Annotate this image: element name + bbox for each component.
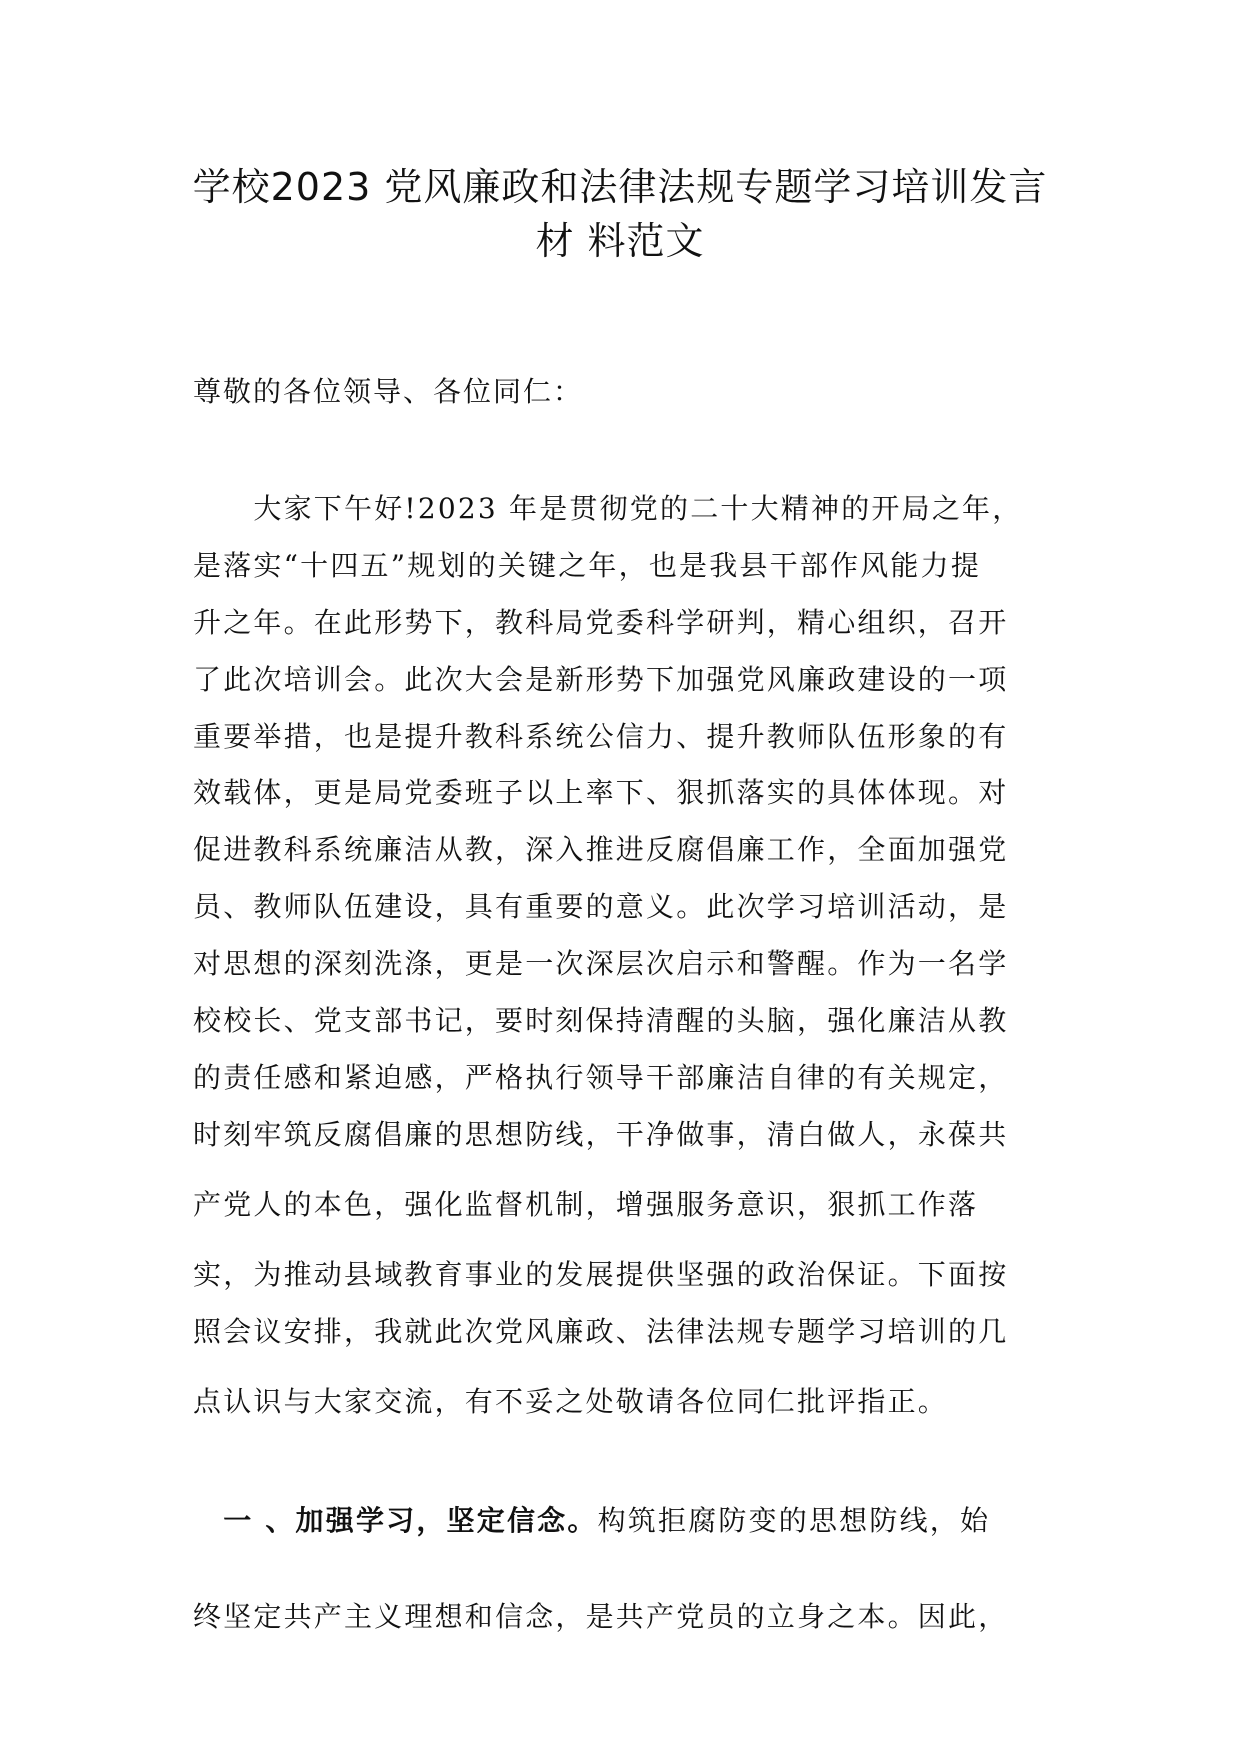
paragraph-line: 校校长、党支部书记，要时刻保持清醒的头脑，强化廉洁从教 (193, 1004, 1009, 1037)
paragraph-line: 促进教科系统廉洁从教，深入推进反腐倡廉工作，全面加强党 (193, 833, 1009, 866)
document-title (150, 160, 1090, 268)
paragraph-line: 实，为推动县域教育事业的发展提供坚强的政治保证。下面按 (193, 1258, 1009, 1291)
section-1-text: 构筑拒腐防变的思想防线，始 (597, 1504, 991, 1537)
section-1-line-1 (193, 1501, 990, 1541)
title-line-1: 学校2023 党风廉政和法律法规专题学习培训发言 (192, 165, 1048, 209)
paragraph-line: 点认识与大家交流，有不妥之处敬请各位同仁批评指正。 (193, 1385, 949, 1418)
section-1-line-2: 终坚定共产主义理想和信念，是共产党员的立身之本。因此， (193, 1600, 1009, 1633)
paragraph-line: 重要举措，也是提升教科系统公信力、提升教师队伍形象的有 (193, 720, 1009, 753)
paragraph-line: 对思想的深刻洗涤，更是一次深层次启示和警醒。作为一名学 (193, 947, 1009, 980)
paragraph-line: 的责任感和紧迫感，严格执行领导干部廉洁自律的有关规定， (193, 1061, 1009, 1094)
paragraph-line: 产党人的本色，强化监督机制，增强服务意识，狠抓工作落 (193, 1188, 979, 1221)
paragraph-line: 了此次培训会。此次大会是新形势下加强党风廉政建设的一项 (193, 663, 1009, 696)
paragraph-line: 升之年。在此形势下，教科局党委科学研判，精心组织，召开 (193, 606, 1009, 639)
title-line-2: 材 料范文 (535, 219, 705, 263)
paragraph-line: 效载体，更是局党委班子以上率下、狠抓落实的具体体现。对 (193, 776, 1009, 809)
section-1-heading: 一 、加强学习，坚定信念。 (193, 1504, 598, 1537)
paragraph-line: 是落实“十四五”规划的关键之年，也是我县干部作风能力提 (193, 549, 982, 582)
paragraph-line: 照会议安排，我就此次党风廉政、法律法规专题学习培训的几 (193, 1315, 1009, 1348)
paragraph-line: 时刻牢筑反腐倡廉的思想防线，干净做事，清白做人，永葆共 (193, 1118, 1009, 1151)
paragraph-line: 员、教师队伍建设，具有重要的意义。此次学习培训活动，是 (193, 890, 1009, 923)
salutation: 尊敬的各位领导、各位同仁： (193, 375, 584, 408)
paragraph-line: 大家下午好!2023 年是贯彻党的二十大精神的开局之年， (193, 492, 1023, 525)
